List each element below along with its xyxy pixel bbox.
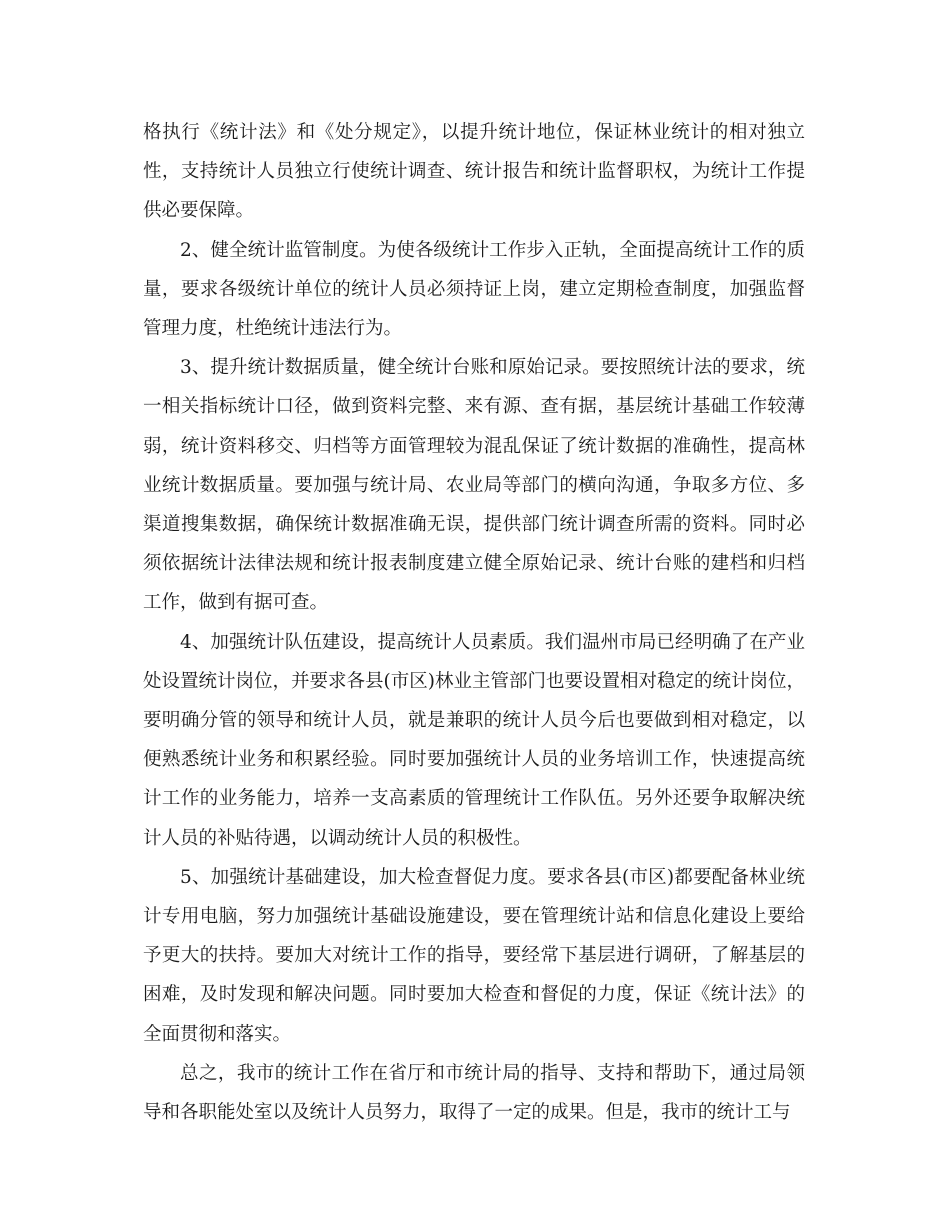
paragraph-item-2: 2、健全统计监管制度。为使各级统计工作步入正轨，全面提高统计工作的质量，要求各级统计单位的统计人员必须持证上岗，建立定期检查制度，加强监督管理力度，杜绝统计违法行为。 (143, 239, 805, 340)
paragraph-item-3: 3、提升统计数据质量，健全统计台账和原始记录。要按照统计法的要求，统一相关指标统计口径，做到资料完整、来有源、查有据，基层统计基础工作较薄弱，统计资料移交、归档等方面管理较为混乱保证了统计数据的准确性，提高林业统计数据质量。要加强与统计局、农业局等部门的横向沟通，争取多方位、多渠道搜集数据，确保统计数据准确无误，提供部门统计调查所需的资料。同时必须依据统计法律法规和统计报表制度建立健全原始记录、统计台账的建档和归档工作，做到有据可查。 (143, 357, 805, 614)
paragraph-summary: 总之，我市的统计工作在省厅和市统计局的指导、支持和帮助下，通过局领导和各职能处室以及统计人员努力，取得了一定的成果。但是，我市的统计工与 (143, 1062, 805, 1124)
document-body (143, 113, 805, 1132)
paragraph-continued: 格执行《统计法》和《处分规定》，以提升统计地位，保证林业统计的相对独立性，支持统计人员独立行使统计调查、统计报告和统计监督职权，为统计工作提供必要保障。 (143, 122, 805, 222)
paragraph-item-5: 5、加强统计基础建设，加大检查督促力度。要求各县(市区)都要配备林业统计专用电脑，努力加强统计基础设施建设，要在管理统计站和信息化建设上要给予更大的扶持。要加大对统计工作的指导，要经常下基层进行调研，了解基层的困难，及时发现和解决问题。同时要加大检查和督促的力度，保证《统计法》的全面贯彻和落实。 (143, 866, 805, 1045)
paragraph-item-4: 4、加强统计队伍建设，提高统计人员素质。我们温州市局已经明确了在产业处设置统计岗位，并要求各县(市区)林业主管部门也要设置相对稳定的统计岗位，要明确分管的领导和统计人员，就是兼职的统计人员今后也要做到相对稳定，以便熟悉统计业务和积累经验。同时要加强统计人员的业务培训工作，快速提高统计工作的业务能力，培养一支高素质的管理统计工作队伍。另外还要争取解决统计人员的补贴待遇，以调动统计人员的积极性。 (143, 631, 805, 849)
